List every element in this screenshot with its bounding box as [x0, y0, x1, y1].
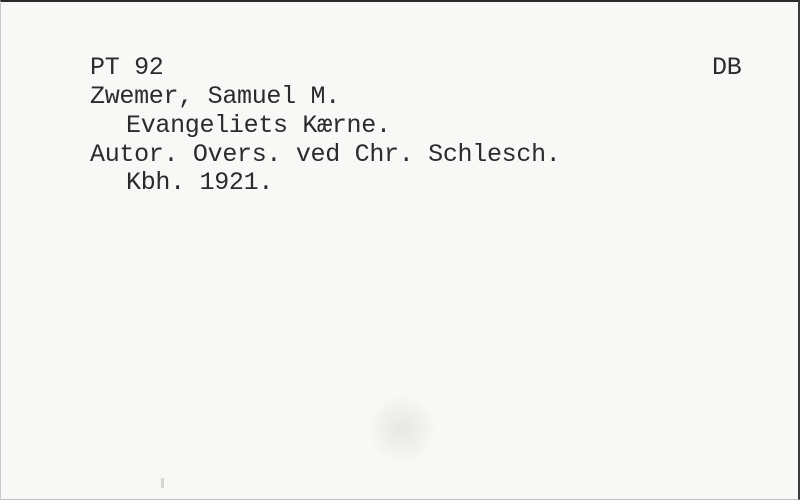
title-line: Evangeliets Kærne. — [126, 111, 391, 140]
imprint-line: Kbh. 1921. — [126, 168, 274, 197]
paper-speck — [161, 478, 164, 488]
paper-smudge — [369, 396, 435, 462]
collection-code: DB — [712, 53, 742, 82]
author-heading: Zwemer, Samuel M. — [90, 82, 340, 111]
call-number: PT 92 — [90, 53, 164, 82]
translation-note: Autor. Overs. ved Chr. Schlesch. — [90, 140, 561, 169]
